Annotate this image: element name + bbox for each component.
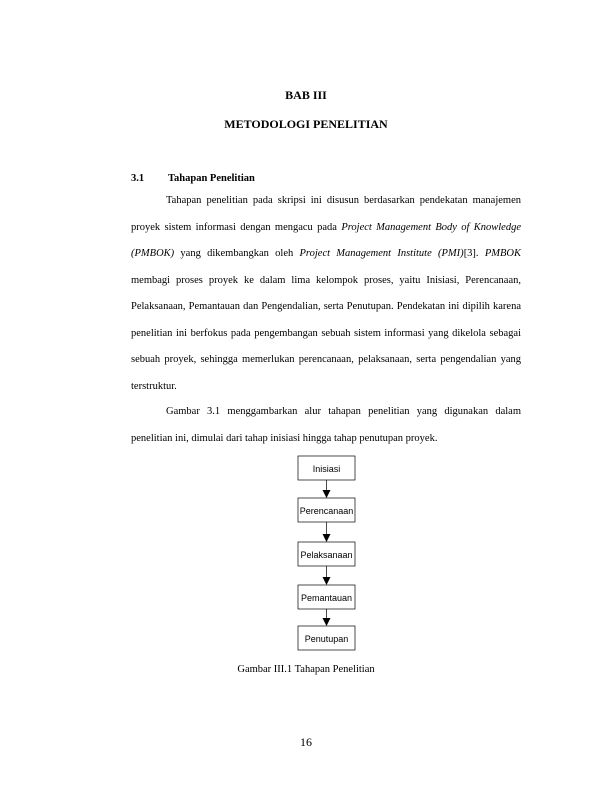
flow-step-label: Perencanaan: [299, 506, 354, 516]
chapter-title: METODOLOGI PENELITIAN: [224, 117, 388, 131]
paragraph-figure-intro: Gambar 3.1 menggambarkan alur tahapan penelitian yang digunakan dalam penelitian ini, dimulai dari tahap inisiasi hingga tahap penutupan proyek.: [131, 406, 521, 444]
paragraph-italic: Project Management Institute (PMI): [299, 248, 464, 259]
page-number: 16: [300, 735, 312, 749]
chapter-heading: BAB III: [285, 88, 327, 102]
section-heading: [131, 173, 255, 184]
flow-step-monitoring: [298, 585, 355, 609]
flow-step-label: Inisiasi: [312, 464, 341, 474]
paragraph-italic: PMBOK: [484, 248, 521, 259]
paragraph-italic: Project Management Body of Knowledge (PMBOK): [131, 221, 521, 259]
section-number: 3.1: [131, 173, 145, 184]
paragraph-text: yang dikembangkan oleh: [174, 248, 300, 259]
paragraph-pmbok: [131, 188, 521, 400]
flow-step-execution: [298, 542, 355, 566]
research-stages-flowchart: [0, 452, 612, 667]
section-title: Tahapan Penelitian: [168, 173, 255, 184]
paragraph-text: Tahapan penelitian pada skripsi ini disusun berdasarkan pendekatan manajemen proyek sistem informasi dengan mengacu pada: [131, 195, 521, 233]
paragraph-text: [3].: [463, 248, 485, 259]
flow-step-label: Penutupan: [304, 634, 349, 644]
flow-step-initiation: [298, 456, 355, 480]
paragraph-text: membagi proses proyek ke dalam lima kelompok proses, yaitu Inisiasi, Perencanaan, Pelaksanaan, Pemantauan dan Pengendalian, serta Penutupan. Pendekatan ini dipilih karena penelitian ini berfokus pada pengembangan sebuah sistem informasi yang dikelola sebagai sebuah proyek, sehingga memerlukan perencanaan, pelaksanaan, serta pengendalian yang terstruktur.: [131, 274, 521, 392]
flow-step-planning: [298, 498, 355, 522]
figure-caption: Gambar III.1 Tahapan Penelitian: [237, 664, 375, 675]
flow-step-label: Pemantauan: [300, 593, 353, 603]
flow-step-label: Pelaksanaan: [300, 550, 353, 560]
flow-step-closing: [298, 626, 355, 650]
